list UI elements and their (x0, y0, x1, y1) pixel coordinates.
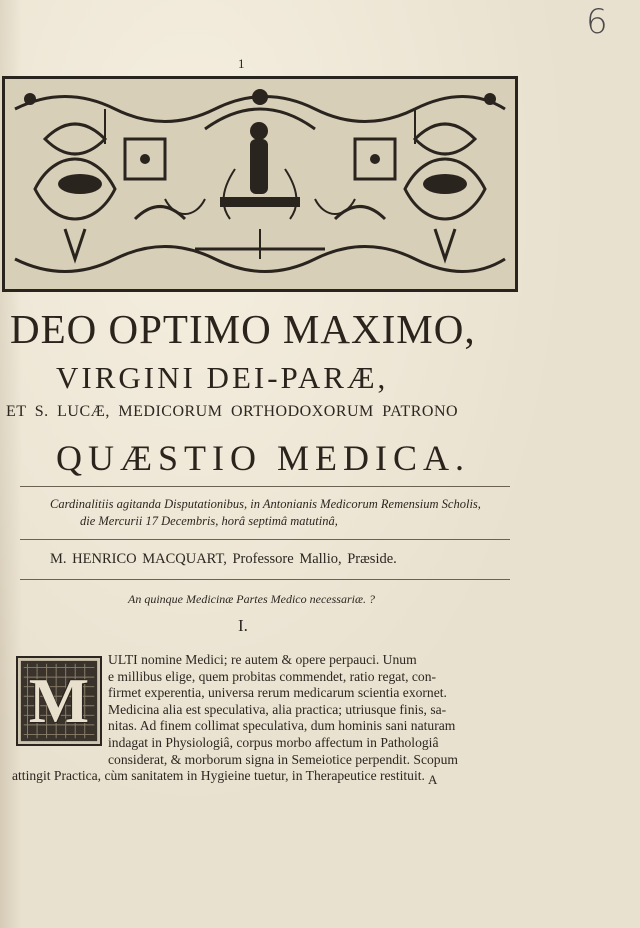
body-line: Medicina alia est speculativa, alia practica; utriusque finis, sa- (108, 701, 447, 717)
initial-letter-m: M (28, 665, 90, 736)
body-line: firmet experentia, universa rerum medicarum scientia exornet. (108, 685, 447, 701)
quaestio-medica-title: QUÆSTIO MEDICA. (56, 438, 470, 478)
signature-mark: A (428, 772, 438, 787)
thesis-question: An quinque Medicinæ Partes Medico necessariæ. ? (128, 592, 375, 606)
rule-divider (20, 579, 510, 580)
rule-divider (20, 539, 510, 540)
dedication-heading-luca: ET S. LUCÆ, MEDICORUM ORTHODOXORUM PATRONO (6, 403, 459, 420)
handwritten-folio-number: 6 (586, 2, 608, 42)
page-number: 1 (238, 56, 245, 71)
body-line: indagat in Physiologiâ, corpus morbo affectum in Pathologiâ (108, 734, 439, 750)
woodcut-headpiece-ornament (2, 76, 518, 292)
body-line: attingit Practica, cùm sanitatem in Hygieine tuetur, in Therapeutice restituit. (12, 768, 425, 784)
disputation-line: die Mercurii 17 Decembris, horâ septimâ matutinâ, (80, 514, 338, 528)
disputation-line: Cardinalitiis agitanda Disputationibus, in Antonianis Medicorum Remensium Scholis, (50, 497, 481, 511)
section-numeral: I. (238, 616, 248, 635)
body-line: ULTI nomine Medici; re autem & opere perpauci. Unum (108, 652, 417, 667)
body-line: e millibus elige, quem probitas commendet, ratio regat, con- (108, 668, 437, 684)
body-paragraph (12, 652, 512, 785)
dedication-heading-deo: DEO OPTIMO MAXIMO, (10, 306, 476, 352)
dedication-heading-virgini: VIRGINI DEI-PARÆ, (56, 360, 389, 395)
disputation-notice (50, 496, 520, 530)
body-line: nitas. Ad finem collimat speculativa, dum hominis sani naturam (108, 718, 456, 734)
body-line: considerat, & morborum signa in Semeiotice perpendit. Scopum (108, 751, 458, 767)
rule-divider (20, 486, 510, 487)
president-line: M. HENRICO MACQUART, Professore Mallio, Præside. (50, 551, 397, 567)
